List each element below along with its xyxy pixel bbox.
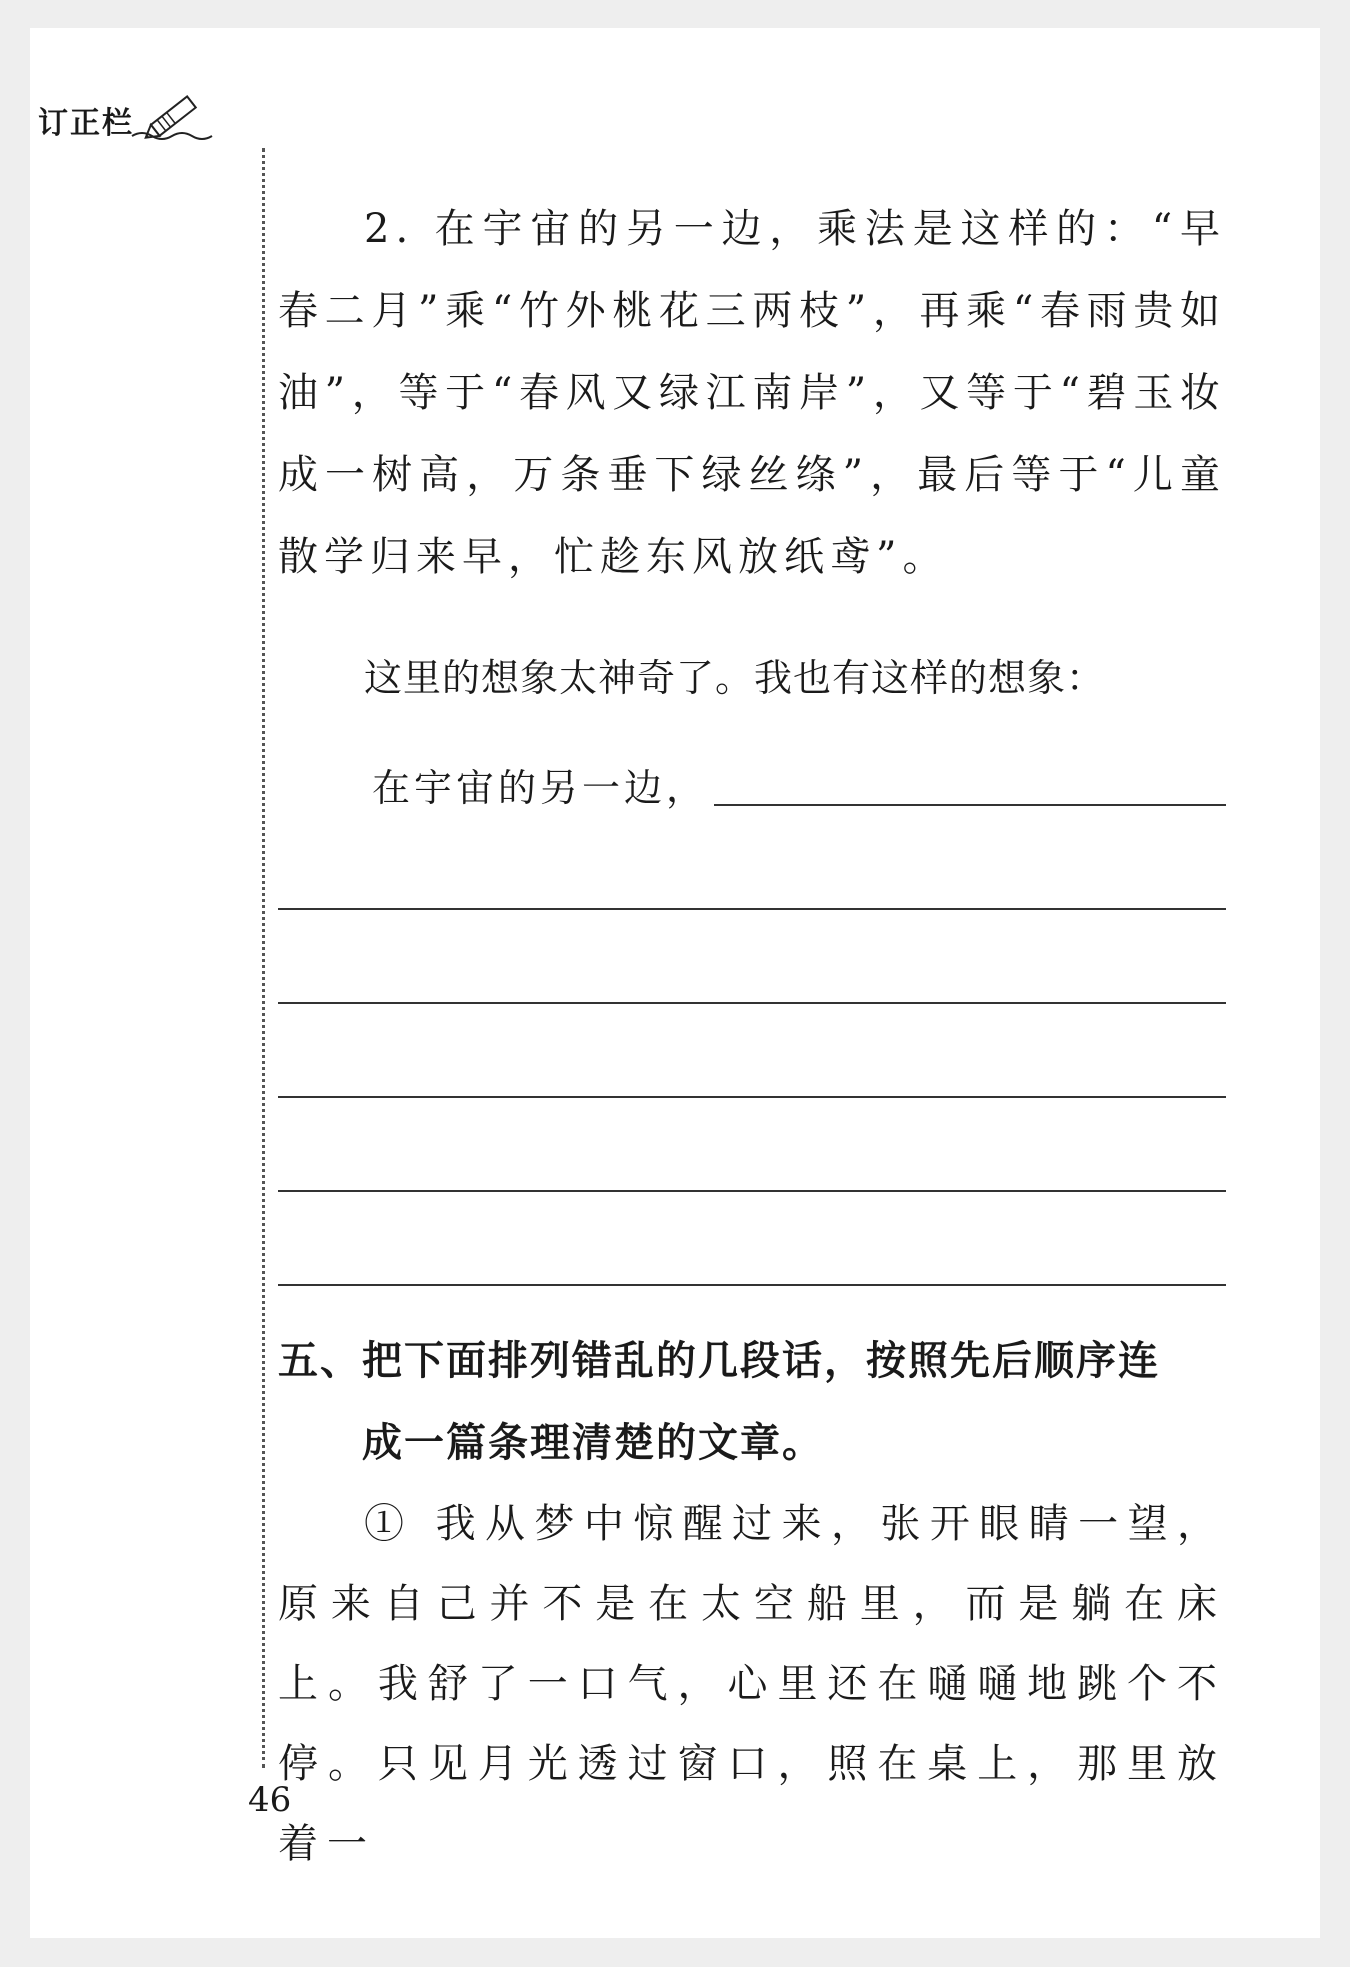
section-5-number: 五、	[278, 1338, 362, 1384]
section-5-heading	[278, 1320, 1226, 1484]
section-5-title-line-1: 把下面排列错乱的几段话，按照先后顺序连	[362, 1338, 1160, 1384]
question-2-intro: 这里的想象太神奇了。我也有这样的想象：	[364, 656, 1106, 700]
workbook-page	[30, 28, 1320, 1938]
section-5-title-line-2: 成一篇条理清楚的文章。	[362, 1420, 824, 1466]
answer-line-5[interactable]	[278, 1284, 1226, 1286]
page-number: 46	[248, 1780, 292, 1820]
pencil-icon	[130, 92, 220, 142]
answer-line-4[interactable]	[278, 1190, 1226, 1192]
section-5-passage-1: ① 我从梦中惊醒过来，张开眼睛一望，原来自己并不是在太空船里，而是躺在床上。我舒了一口气，心里还在嗵嗵地跳个不停。只见月光透过窗口，照在桌上，那里放着一	[278, 1501, 1226, 1867]
correction-column-header	[38, 92, 220, 142]
answer-line-2[interactable]	[278, 1002, 1226, 1004]
answer-line-3[interactable]	[278, 1096, 1226, 1098]
question-2-text: 2. 在宇宙的另一边，乘法是这样的：“早春二月”乘“竹外桃花三两枝”，再乘“春雨贵如油”，等于“春风又绿江南岸”，又等于“碧玉妆成一树高，万条垂下绿丝绦”，最后等于“儿童散学归来早，忙趁东风放纸鸢”。	[278, 206, 1226, 580]
answer-prompt-line	[278, 756, 1226, 812]
answer-prompt-text: 在宇宙的另一边，	[372, 766, 709, 810]
main-content	[278, 188, 1226, 1884]
answer-blank[interactable]	[714, 804, 1226, 806]
margin-dotted-divider	[262, 148, 265, 1768]
correction-column-title: 订正栏	[38, 106, 134, 141]
answer-line-1[interactable]	[278, 908, 1226, 910]
